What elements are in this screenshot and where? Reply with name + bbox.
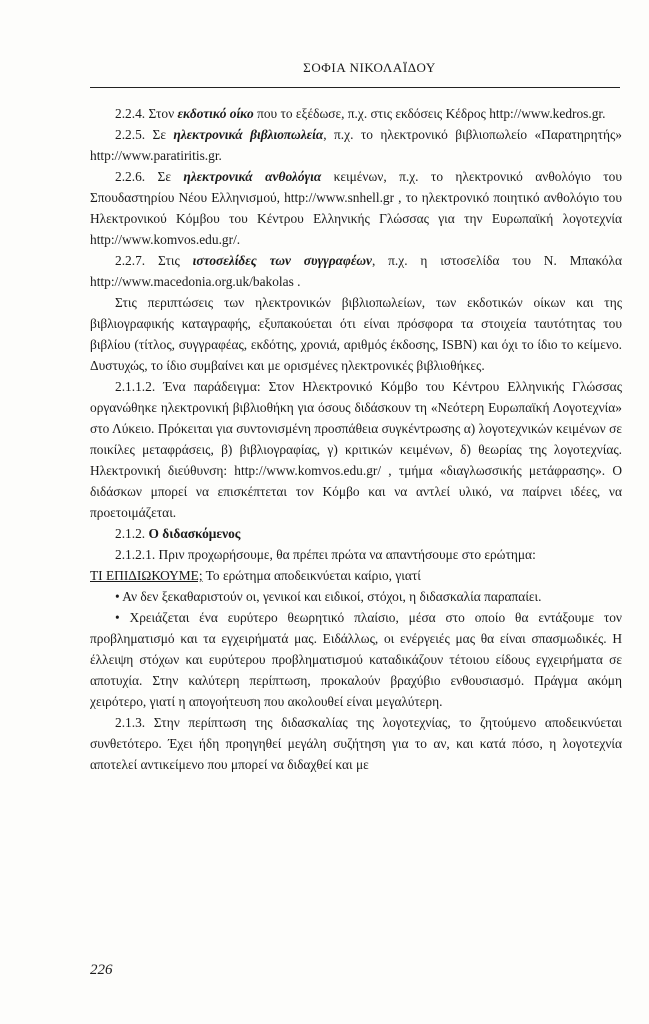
running-header: ΣΟΦΙΑ ΝΙΚΟΛΑΪΔΟΥ: [303, 60, 436, 75]
question-text: Το ερώτημα αποδεικνύεται καίριο, γιατί: [202, 568, 421, 583]
section-heading-2-1-2: [90, 523, 622, 544]
paragraph-text: κειμένων, π.χ. το ηλεκτρονικό ανθολόγιο του Σπουδαστηρίου Νέου Ελληνισμού, http://www.snhell.gr , το ηλεκτρονικό ποιητικό ανθολόγιο του Ηλεκτρονικού Κόμβου του Κέντρου Ελληνικής Γλώσσας για την Ευρωπαϊκή λογοτεχνία http://www.komvos.edu.gr/.: [90, 169, 622, 247]
question-line: [90, 565, 622, 586]
emphasized-term: ηλεκτρονικά βιβλιοπωλεία: [173, 127, 324, 142]
page-body: [90, 103, 622, 775]
paragraph-text: , π.χ. η ιστοσελίδα του Ν. Μπακόλα http://www.macedonia.org.uk/bakolas .: [90, 253, 622, 289]
paragraph-2-1-1-2: 2.1.1.2. Ένα παράδειγμα: Στον Ηλεκτρονικό Κόμβο του Κέντρου Ελληνικής Γλώσσας οργανώθηκε ηλεκτρονική βιβλιοθήκη για όσους διδάσκουν τη «Νεότερη Ευρωπαϊκή Λογοτεχνία» στο Λύκειο. Πρόκειται για συντονισμένη προσπάθεια συγκέντρωσης α) λογοτεχνικών κειμένων σε ποικίλες μεταφράσεις, β) βιβλιογραφίας, γ) κριτικών κειμένων, δ) θεωρίας της λογοτεχνίας. Ηλεκτρονική διεύθυνση: http://www.komvos.edu.gr/ , τμήμα «διαγλωσσικής μετάφρασης». Ο διδάσκων μπορεί να επισκέπτεται τον Κόμβο και να αντλεί υλικό, να παίρνει ιδέες, να προετοιμάζεται.: [90, 379, 622, 520]
bullet-item: • Χρειάζεται ένα ευρύτερο θεωρητικό πλαίσιο, μέσα στο οποίο θα εντάξουμε τον προβληματισμό και τα εγχειρήματά μας. Ειδάλλως, οι ενέργειές μας θα είναι σπασμωδικές. Η έλλειψη στόχων και ευρύτερου προβληματισμού καταδικάζουν τέτοιου είδους εγχειρήματα σε αποτυχία. Στην καλύτερη περίπτωση, προκαλούν βραχύβιο ενθουσιασμό. Πράγμα ακόμη χειρότερο, γιατί η απογοήτευση που ακολουθεί είναι μεγαλύτερη.: [90, 610, 622, 709]
paragraph-text: που το εξέδωσε, π.χ. στις εκδόσεις Κέδρος http://www.kedros.gr.: [253, 106, 606, 121]
heading-number: 2.1.2.: [115, 526, 149, 541]
paragraph-2-2-7: [90, 250, 622, 292]
paragraph-2-1-2-1: 2.1.2.1. Πριν προχωρήσουμε, θα πρέπει πρώτα να απαντήσουμε στο ερώτημα:: [115, 547, 536, 562]
paragraph-text: , π.χ. το ηλεκτρονικό βιβλιοπωλείο «Παρατηρητής» http://www.paratiritis.gr.: [90, 127, 622, 163]
emphasized-term: ηλεκτρονικά ανθολόγια: [183, 169, 322, 184]
paragraph-2-2-4: [90, 103, 622, 124]
heading-title: Ο διδασκόμενος: [148, 526, 241, 541]
paragraph-number: 2.2.4. Στον: [115, 106, 178, 121]
paragraph-2-2-6: [90, 166, 622, 250]
bullet-item: • Αν δεν ξεκαθαριστούν οι, γενικοί και ειδικοί, στόχοι, η διδασκαλία παραπαίει.: [115, 589, 542, 604]
paragraph-number: 2.2.5. Σε: [115, 127, 174, 142]
paragraph-number: 2.2.7. Στις: [115, 253, 193, 268]
emphasized-term: ιστοσελίδες των συγγραφέων: [192, 253, 372, 268]
paragraph-2-2-5: [90, 124, 622, 166]
page-number: 226: [90, 962, 113, 978]
underlined-question: ΤΙ ΕΠΙΔΙΩΚΟΥΜΕ;: [90, 568, 203, 583]
paragraph-2-1-3: 2.1.3. Στην περίπτωση της διδασκαλίας της λογοτεχνίας, το ζητούμενο αποδεικνύεται συνθετότερο. Έχει ήδη προηγηθεί μεγάλη συζήτηση για το αν, και κατά πόσο, η λογοτεχνία αποτελεί αντικείμενο που μπορεί να διδαχθεί και με: [90, 715, 622, 772]
paragraph-cases: Στις περιπτώσεις των ηλεκτρονικών βιβλιοπωλείων, των εκδοτικών οίκων και της βιβλιογραφικής καταγραφής, εξυπακούεται ότι είναι πρόσφορα τα στοιχεία ταυτότητας του βιβλίου (τίτλος, συγγραφέας, εκδότης, χρονιά, αριθμός έκδοσης, ISBN) και όχι το ίδιο το κείμενο. Δυστυχώς, το ίδιο συμβαίνει και με ορισμένες ηλεκτρονικές βιβλιοθήκες.: [90, 295, 622, 373]
paragraph-number: 2.2.6. Σε: [115, 169, 184, 184]
header-rule: [90, 87, 620, 88]
emphasized-term: εκδοτικό οίκο: [177, 106, 254, 121]
